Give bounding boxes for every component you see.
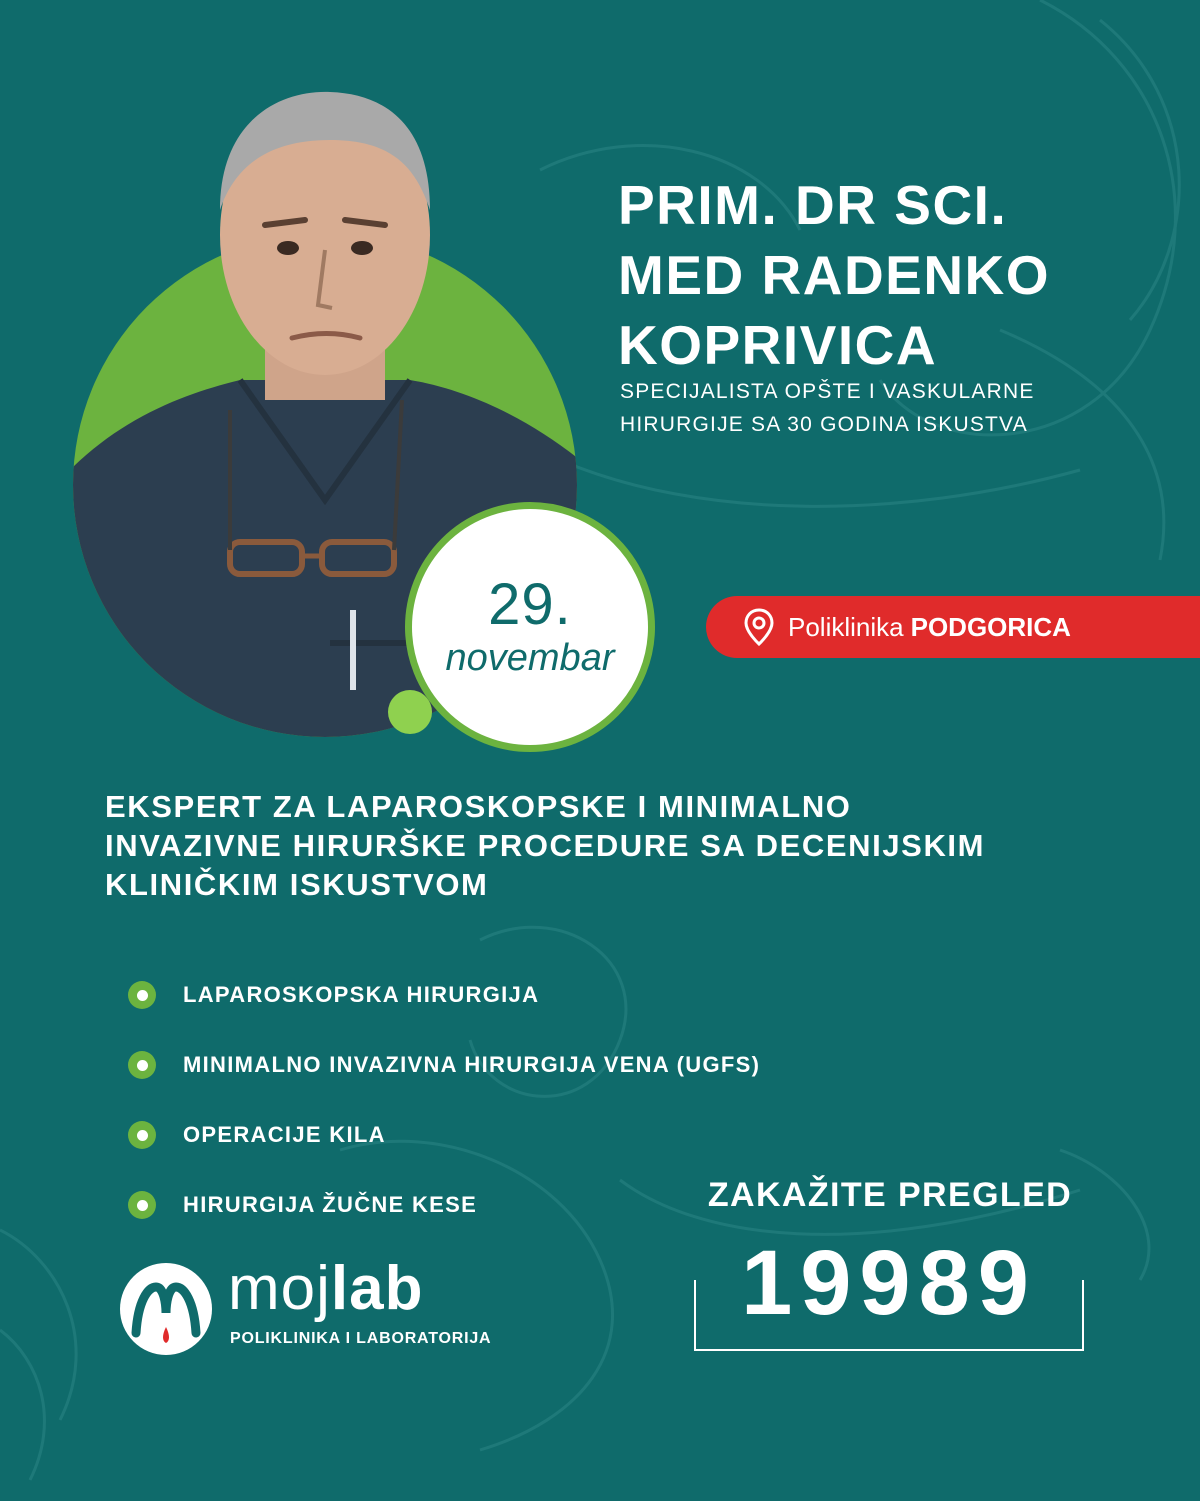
- brand-name-part1: moj: [228, 1254, 331, 1323]
- service-label: MINIMALNO INVAZIVNA HIRURGIJA VENA (UGFS): [183, 1052, 761, 1077]
- list-item: [128, 960, 760, 1030]
- cta-label: ZAKAŽITE PREGLED: [707, 1176, 1073, 1214]
- list-item: [128, 1170, 760, 1240]
- phone-number-box[interactable]: [693, 1220, 1085, 1352]
- specialty-line: SPECIJALISTA OPŠTE I VASKULARNE: [620, 380, 1035, 403]
- brand-logo: [118, 1254, 518, 1358]
- event-month: novembar: [445, 637, 615, 679]
- list-item: [128, 1030, 760, 1100]
- specialty-line: HIRURGIJE SA 30 GODINA ISKUSTVA: [620, 413, 1028, 436]
- service-label: HIRURGIJA ŽUČNE KESE: [183, 1192, 478, 1217]
- location-badge: [706, 596, 1200, 658]
- doctor-name-line: PRIM. DR SCI.: [618, 174, 1008, 236]
- doctor-specialty: [620, 375, 1180, 441]
- bullet-icon: [128, 1191, 156, 1219]
- service-label: LAPAROSKOPSKA HIRURGIJA: [183, 982, 540, 1007]
- mojlab-logo-icon: [118, 1261, 214, 1357]
- bullet-icon: [128, 1051, 156, 1079]
- location-city: PODGORICA: [910, 611, 1071, 642]
- list-item: [128, 1100, 760, 1170]
- brand-tagline: POLIKLINIKA I LABORATORIJA: [230, 1330, 492, 1347]
- doctor-name-line: MED RADENKO: [618, 244, 1051, 306]
- service-label: OPERACIJE KILA: [183, 1122, 386, 1147]
- bullet-icon: [128, 981, 156, 1009]
- services-list: [128, 960, 760, 1240]
- doctor-name-line: KOPRIVICA: [618, 314, 938, 376]
- bullet-icon: [128, 1121, 156, 1149]
- event-date-badge: [405, 502, 655, 752]
- expertise-line: EKSPERT ZA LAPAROSKOPSKE I MINIMALNO: [105, 789, 852, 824]
- expertise-line: INVAZIVNE HIRURŠKE PROCEDURE SA DECENIJSKIM: [105, 828, 986, 863]
- doctor-name: [618, 170, 1178, 380]
- brand-name-part2: lab: [330, 1254, 424, 1323]
- phone-number[interactable]: 19989: [741, 1232, 1037, 1334]
- expertise-line: KLINIČKIM ISKUSTVOM: [105, 867, 489, 902]
- location-prefix: Poliklinika: [788, 611, 904, 642]
- brand-name: [228, 1254, 424, 1324]
- expertise-statement: [105, 787, 1165, 904]
- event-day: 29.: [488, 572, 572, 637]
- map-pin-icon: [744, 608, 774, 646]
